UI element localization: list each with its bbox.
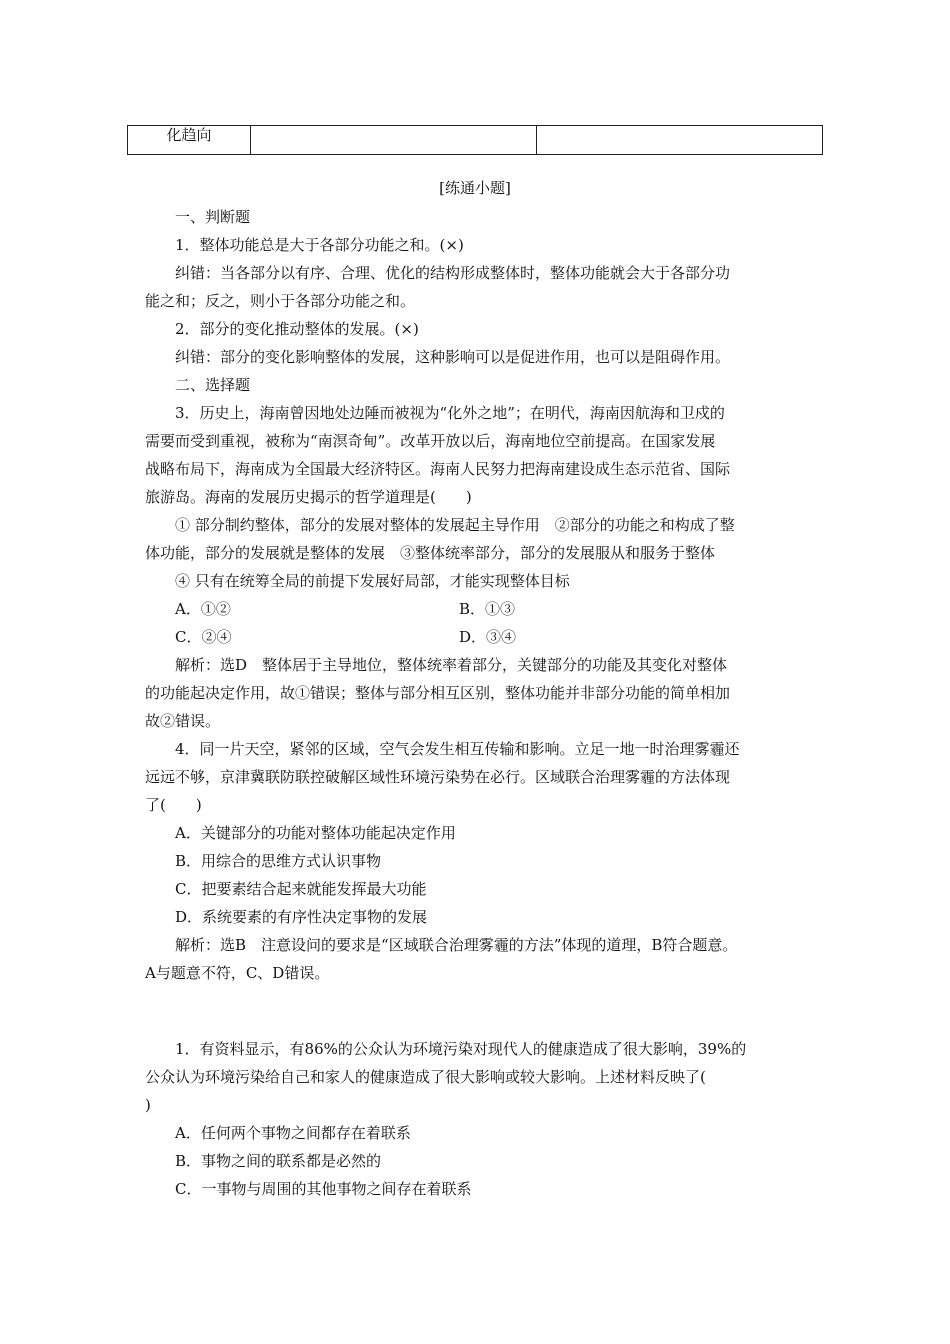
option-3a: A．①② xyxy=(175,600,231,618)
analysis-4-line-1: 解析：选B 注意设问的要求是“区域联合治理雾霾的方法”体现的道理，B符合题意。 xyxy=(175,936,738,954)
new-option-1b: B．事物之间的联系都是必然的 xyxy=(175,1152,382,1170)
new-option-1a: A．任何两个事物之间都存在着联系 xyxy=(175,1124,411,1142)
heading-judgment: 一、判断题 xyxy=(175,208,251,226)
table-row xyxy=(128,126,823,155)
heading-choice: 二、选择题 xyxy=(175,376,251,394)
question-4-line-2: 远远不够，京津冀联防联控破解区域性环境污染势在必行。区域联合治理雾霾的方法体现 xyxy=(145,768,731,786)
question-3-line-4: 旅游岛。海南的发展历史揭示的哲学道理是( ) xyxy=(145,488,472,506)
new-question-1-line-1: 1．有资料显示，有86%的公众认为环境污染对现代人的健康造成了很大影响，39%的 xyxy=(175,1040,747,1058)
option-4b: B．用综合的思维方式认识事物 xyxy=(175,852,382,870)
correction-1-line-1: 纠错：当各部分以有序、合理、优化的结构形成整体时，整体功能就会大于各部分功 xyxy=(175,264,731,282)
correction-2: 纠错：部分的变化影响整体的发展，这种影响可以是促进作用，也可以是阻碍作用。 xyxy=(175,348,731,366)
option-4d: D．系统要素的有序性决定事物的发展 xyxy=(175,908,428,926)
analysis-4-line-2: A与题意不符，C、D错误。 xyxy=(145,964,330,982)
option-4a: A．关键部分的功能对整体功能起决定作用 xyxy=(175,824,456,842)
analysis-3-line-1: 解析：选D 整体居于主导地位，整体统率着部分，关键部分的功能及其变化对整体 xyxy=(175,656,728,674)
table-cell-label: 化趋向 xyxy=(128,126,251,155)
new-option-1c: C．一事物与周围的其他事物之间存在着联系 xyxy=(175,1180,472,1198)
table-cell-empty xyxy=(251,126,537,155)
question-3-line-3: 战略布局下，海南成为全国最大经济特区。海南人民努力把海南建设成生态示范省、国际 xyxy=(145,460,731,478)
question-1: 1．整体功能总是大于各部分功能之和。(×) xyxy=(175,236,464,254)
analysis-3-line-2: 的功能起决定作用，故①错误；整体与部分相互区别，整体功能并非部分功能的简单相加 xyxy=(145,684,731,702)
question-4-line-3: 了( ) xyxy=(145,796,202,814)
table-cell-empty xyxy=(537,126,823,155)
option-3d: D．③④ xyxy=(459,628,517,646)
question-4-line-1: 4．同一片天空，紧邻的区域，空气会发生相互传输和影响。立足一地一时治理雾霾还 xyxy=(175,740,740,758)
option-3c: C．②④ xyxy=(175,628,232,646)
question-3-statements-line-3: ④ 只有在统筹全局的前提下发展好局部，才能实现整体目标 xyxy=(175,572,570,590)
question-3-statements-line-2: 体功能，部分的发展就是整体的发展 ③整体统率部分，部分的发展服从和服务于整体 xyxy=(145,544,716,562)
question-3-line-1: 3．历史上，海南曾因地处边陲而被视为“化外之地”；在明代，海南因航海和卫戍的 xyxy=(175,404,725,422)
question-3-statements-line-1: ① 部分制约整体，部分的发展对整体的发展起主导作用 ②部分的功能之和构成了整 xyxy=(175,516,735,534)
correction-1-line-2: 能之和；反之，则小于各部分功能之和。 xyxy=(145,292,416,310)
option-3b: B．①③ xyxy=(459,600,516,618)
new-question-1-line-2: 公众认为环境污染给自己和家人的健康造成了很大影响或较大影响。上述材料反映了( xyxy=(145,1068,706,1086)
question-2: 2．部分的变化推动整体的发展。(×) xyxy=(175,320,419,338)
table-fragment xyxy=(127,125,823,155)
section-title: [练通小题] xyxy=(439,179,511,197)
question-3-line-2: 需要而受到重视，被称为“南溟奇甸”。改革开放以后，海南地位空前提高。在国家发展 xyxy=(145,432,716,450)
analysis-3-line-3: 故②错误。 xyxy=(145,712,221,730)
new-question-1-line-3: ) xyxy=(145,1096,151,1114)
option-4c: C．把要素结合起来就能发挥最大功能 xyxy=(175,880,427,898)
